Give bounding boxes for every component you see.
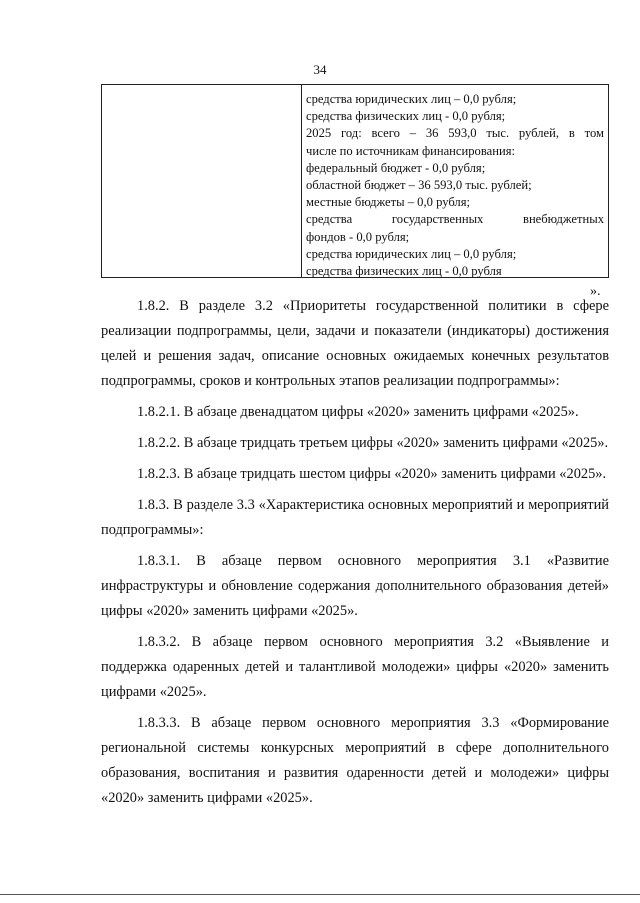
document-body xyxy=(101,294,609,811)
page-number: 34 xyxy=(313,62,327,77)
financing-line: средства физических лиц - 0,0 рубля xyxy=(306,264,502,279)
paragraph-1-8-3: 1.8.3. В разделе 3.3 «Характеристика основных мероприятий и мероприятий подпрограммы»: xyxy=(101,497,609,538)
financing-table-empty-cell xyxy=(102,85,302,277)
paragraph-1-8-2-2: 1.8.2.2. В абзаце тридцать третьем цифры «2020» заменить цифрами «2025». xyxy=(137,435,609,451)
financing-table xyxy=(101,84,609,278)
closing-quote: ». xyxy=(590,284,601,299)
paragraph-1-8-3-1: 1.8.3.1. В абзаце первом основного мероприятия 3.1 «Развитие инфраструктуры и обновление содержания дополнительного образования детей» цифры «2020» заменить цифрами «2025». xyxy=(101,553,609,619)
paragraph-1-8-2: 1.8.2. В разделе 3.2 «Приоритеты государственной политики в сфере реализации подпрограммы, цели, задачи и показатели (индикаторы) достижения целей и решения задач, описание основных ожидаемых конечных результатов подпрограммы, сроков и контрольных этапов реализации подпрограммы»: xyxy=(101,298,609,389)
paragraph-1-8-2-3: 1.8.2.3. В абзаце тридцать шестом цифры «2020» заменить цифрами «2025». xyxy=(137,466,607,482)
financing-line: фондов - 0,0 рубля; xyxy=(306,229,410,244)
financing-table-values-cell xyxy=(302,85,608,277)
financing-line: средства юридических лиц – 0,0 рубля; xyxy=(306,246,517,261)
footer-rule xyxy=(0,894,640,895)
paragraph-1-8-3-3: 1.8.3.3. В абзаце первом основного мероприятия 3.3 «Формирование региональной системы конкурсных мероприятий в сфере дополнительного образования, воспитания и развития одаренности детей и молодежи» цифры «2020» заменить цифрами «2025». xyxy=(101,715,609,806)
financing-line: средства государственных внебюджетных xyxy=(306,212,604,227)
financing-line: областной бюджет – 36 593,0 тыс. рублей; xyxy=(306,178,532,193)
financing-line: местные бюджеты – 0,0 рубля; xyxy=(306,195,470,210)
financing-line: средства физических лиц - 0,0 рубля; xyxy=(306,109,506,124)
financing-line: средства юридических лиц – 0,0 рубля; xyxy=(306,92,517,106)
financing-line: федеральный бюджет - 0,0 рубля; xyxy=(306,160,486,175)
paragraph-1-8-2-1: 1.8.2.1. В абзаце двенадцатом цифры «2020» заменить цифрами «2025». xyxy=(137,404,579,420)
financing-line: 2025 год: всего – 36 593,0 тыс. рублей, в том xyxy=(306,126,604,141)
paragraph-1-8-3-2: 1.8.3.2. В абзаце первом основного мероприятия 3.2 «Выявление и поддержка одаренных детей и талантливой молодежи» цифры «2020» заменить цифрами «2025». xyxy=(101,634,609,700)
financing-line: числе по источникам финансирования: xyxy=(306,143,515,158)
